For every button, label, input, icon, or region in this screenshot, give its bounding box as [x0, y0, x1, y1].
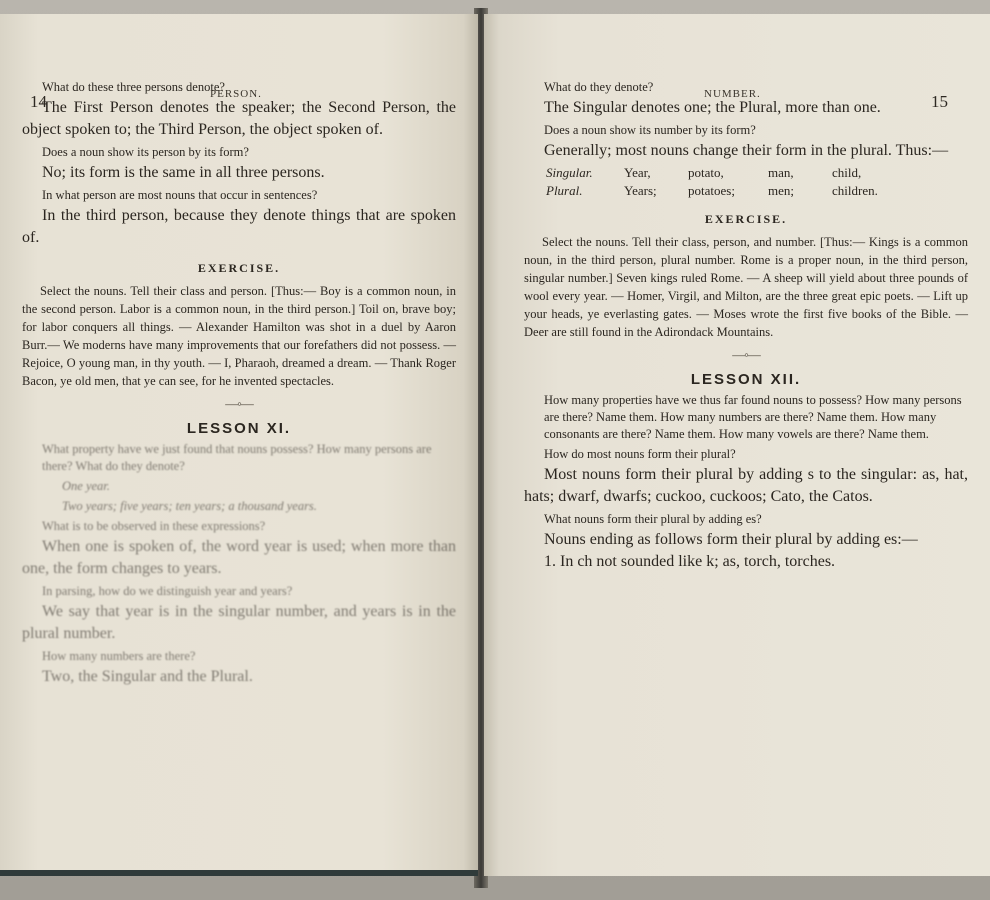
- exercise-text: Select the nouns. Tell their class and person. [Thus:— Boy is a common noun, in the second person. Labor is a common noun, in the third person.] Toil on, brave boy; for labor conquers all things. — Alexander Hamilton was shot in a duel by Aaron Burr.— We moderns have many improvements that our forefathers did not possess. — Rejoice, O young man, in thy youth. — I, Pharaoh, dreamed a dream. — Thank Roger Bacon, ye old men, that ye can see, for he invented spectacles.: [22, 284, 456, 388]
- answer: Nouns ending as follows form their plural by adding es:—: [544, 531, 918, 548]
- lesson-title: LESSON XII.: [690, 371, 802, 388]
- answer: When one is spoken of, the word year is used; when more than one, the form changes to years.: [22, 538, 456, 577]
- singular-form: Year,: [624, 165, 651, 180]
- plural-form: potatoes;: [688, 183, 735, 198]
- singular-label: Singular.: [546, 165, 593, 180]
- right-running-head: NUMBER.: [704, 88, 761, 100]
- singular-form: potato,: [688, 165, 724, 180]
- exercise-text: Select the nouns. Tell their class, person, and number. [Thus:— Kings is a common noun, in the third person, plural number. Rome is a proper noun, in the third person, singular number.] Seven kings ruled Rome. — A sheep will yield about three pounds of wool every year. — Homer, Virgil, and Milton, are the three great epic poets. — Lift up your heads, ye everlasting gates. — Moses wrote the first five books of the Bible. — Deer are still found in the Adirondack Mountains.: [524, 235, 968, 339]
- singular-row: [546, 164, 968, 182]
- exercise-heading: EXERCISE.: [197, 261, 281, 275]
- question: What is to be observed in these expressions?: [42, 519, 266, 533]
- left-running-head: PERSON.: [210, 88, 262, 100]
- left-page-number: 14: [30, 92, 47, 111]
- right-page: [484, 14, 990, 876]
- answer: Generally; most nouns change their form in the plural. Thus:—: [544, 142, 949, 159]
- blurred-lesson-body: [22, 441, 456, 688]
- ornament-divider: —◦—: [225, 396, 253, 411]
- plural-form: Years;: [624, 183, 657, 198]
- exercise-heading: EXERCISE.: [704, 212, 788, 226]
- answer: The First Person denotes the speaker; the Second Person, the object spoken to; the Third Person, the object spoken of.: [22, 99, 456, 138]
- answer: The Singular denotes one; the Plural, more than one.: [544, 99, 881, 116]
- question: What do they denote?: [544, 80, 654, 94]
- answer: In the third person, because they denote things that are spoken of.: [22, 207, 456, 246]
- right-page-number: 15: [931, 92, 948, 111]
- left-page: [0, 14, 478, 876]
- singular-form: child,: [832, 165, 862, 180]
- question: How do most nouns form their plural?: [544, 447, 736, 461]
- question: Does a noun show its person by its form?: [42, 145, 249, 159]
- plural-row: [546, 182, 968, 200]
- singular-plural-table: [546, 164, 968, 200]
- question: Does a noun show its number by its form?: [544, 123, 756, 137]
- plural-label: Plural.: [546, 183, 583, 198]
- answer: No; its form is the same in all three persons.: [42, 164, 325, 181]
- singular-form: man,: [768, 165, 794, 180]
- example-line: Two years; five years; ten years; a thousand years.: [62, 499, 317, 513]
- answer: Two, the Singular and the Plural.: [42, 668, 253, 685]
- question: What do these three persons denote?: [42, 80, 225, 94]
- lesson-title: LESSON XI.: [186, 420, 292, 437]
- plural-form: men;: [768, 183, 794, 198]
- answer: Most nouns form their plural by adding s to the singular: as, hat, hats; dwarf, dwarfs; cuckoo, cuckoos; Cato, the Catos.: [524, 466, 968, 505]
- question: What property have we just found that nouns possess? How many persons are there? What do they denote?: [42, 442, 432, 473]
- question: What nouns form their plural by adding es?: [544, 512, 762, 526]
- ornament-divider: —◦—: [732, 347, 760, 362]
- plural-form: children.: [832, 183, 878, 198]
- rule-line: 1. In ch not sounded like k; as, torch, torches.: [544, 553, 836, 570]
- question: In what person are most nouns that occur in sentences?: [42, 188, 318, 202]
- example-line: One year.: [62, 479, 110, 493]
- question: In parsing, how do we distinguish year and years?: [42, 584, 293, 598]
- question: How many properties have we thus far found nouns to possess? How many persons are there? Name them. How many numbers are there? Name them. How many consonants are there? Name them. How many vowels are there? Name them.: [544, 393, 962, 441]
- answer: We say that year is in the singular number, and years is in the plural number.: [22, 603, 456, 642]
- question: How many numbers are there?: [42, 649, 196, 663]
